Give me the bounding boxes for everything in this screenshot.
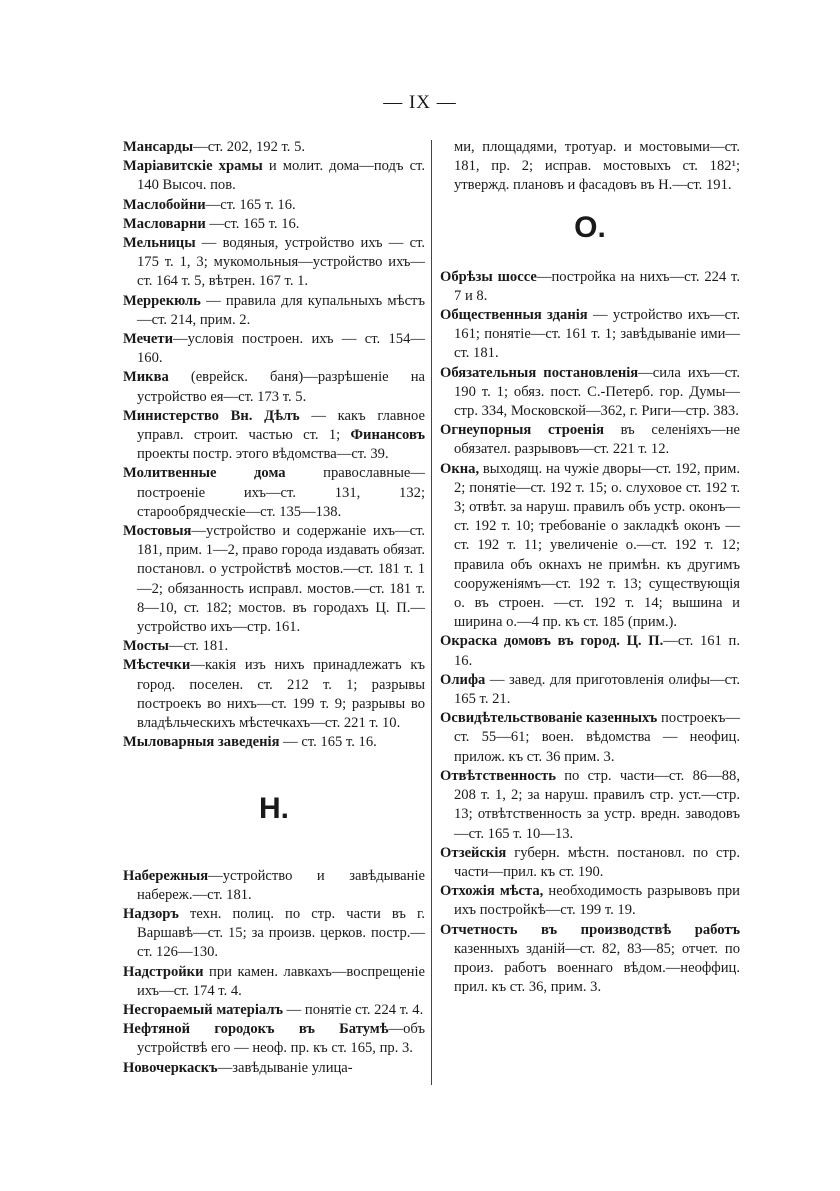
entry-text: — какъ главное управл. строит. частью ст. 1; bbox=[137, 407, 425, 444]
entry-text: —ст. 202, 192 т. 5. bbox=[193, 139, 306, 155]
index-entry bbox=[123, 407, 425, 465]
index-entry bbox=[440, 921, 740, 998]
entry-text: выходящ. на чужіе дворы—ст. 192, прим. 2; понятіе—ст. 192 т. 15; о. слуховое ст. 192 т. 3; отвѣт. за наруш. правилъ объ устр. оконъ—ст. 192 т. 10; требованіе о закладкѣ оконъ — ст. 192 т. 11; увеличеніе о.—ст. 192 т. 12; правила объ окнахъ не примѣн. къ другимъ сооруженіямъ—ст. 192 т. 13; существующія о. въ строен. —ст. 192 т. 14; вышина и ширина о.—4 пр. къ ст. 185 (прим.). bbox=[454, 460, 740, 631]
entry-text: въ селеніяхъ—не обязател. разрывовъ—ст. 221 т. 12. bbox=[454, 422, 740, 458]
entry-term: Обрѣзы шоссе bbox=[440, 268, 537, 285]
entry-text: при камен. лавкахъ—воспрещеніе ихъ—ст. 174 т. 4. bbox=[137, 963, 425, 999]
index-entry bbox=[123, 215, 425, 234]
index-entry bbox=[123, 1001, 425, 1020]
entry-text: —завѣдываніе улица- bbox=[217, 1059, 353, 1076]
entries-m bbox=[123, 138, 425, 753]
index-entry bbox=[123, 138, 425, 157]
index-entry bbox=[440, 709, 740, 767]
entry-term: Меррекюль bbox=[123, 292, 201, 309]
entry-text: и молит. дома—подъ ст. 140 Высоч. пов. bbox=[137, 158, 425, 194]
index-entry bbox=[440, 268, 740, 306]
entry-term: Мосты bbox=[123, 638, 169, 655]
entry-text: техн. полиц. по стр. части въ г. Варшавѣ—ст. 15; за произв. церков. постр.—ст. 126—130. bbox=[137, 905, 425, 961]
index-entry bbox=[123, 292, 425, 330]
right-column bbox=[440, 138, 740, 997]
entry-subterm: Финансовъ bbox=[350, 427, 425, 444]
entries-n bbox=[123, 867, 425, 1078]
index-entry bbox=[440, 632, 740, 670]
entry-text: —сила ихъ—ст. 190 т. 1; обяз. пост. С.-Петерб. гор. Думы—стр. 334, Московской—362, г. Риги—стр. 383. bbox=[454, 364, 740, 420]
index-entry bbox=[440, 421, 740, 459]
entry-term: Новочеркаскъ bbox=[123, 1059, 218, 1076]
index-entry bbox=[123, 733, 425, 752]
entry-text: —объ устройствѣ его — неоф. пр. къ ст. 165, пр. 3. bbox=[137, 1021, 425, 1057]
entry-text: —какія изъ нихъ принадлежатъ къ город. поселен. ст. 212 т. 1; разрывы построекъ во нихъ—ст. 199 т. 9; разрывы во владѣльческихъ мѣстечкахъ—ст. 221 т. 10. bbox=[137, 657, 425, 732]
left-column bbox=[123, 138, 425, 1078]
entry-text: необходимость разрывовъ при ихъ постройкѣ—ст. 199 т. 19. bbox=[454, 883, 740, 919]
section-letter-n: Н. bbox=[259, 791, 289, 825]
index-entry bbox=[123, 368, 425, 406]
index-entry bbox=[123, 1059, 425, 1078]
index-entry bbox=[123, 157, 425, 195]
entry-term: Мечети bbox=[123, 331, 173, 348]
entry-term: Молитвенные дома bbox=[123, 465, 286, 482]
entry-term: Маслобойни bbox=[123, 196, 206, 213]
entry-text: —устройство и завѣдываніе набереж.—ст. 181. bbox=[137, 867, 425, 903]
index-entry bbox=[123, 522, 425, 637]
entry-text: по стр. части—ст. 86—88, 208 т. 1, 2; за наруш. правилъ стр. уст.—стр. 13; отвѣтственность за устр. вредн. заводовъ—ст. 165 т. 10—13. bbox=[454, 767, 740, 842]
index-entry bbox=[440, 364, 740, 422]
entry-term: Мельницы bbox=[123, 235, 196, 252]
entry-text: — правила для купальныхъ мѣстъ—ст. 214, прим. 2. bbox=[137, 292, 425, 328]
index-entry bbox=[440, 306, 740, 364]
index-entry bbox=[123, 867, 425, 905]
entry-term: Олифа bbox=[440, 671, 486, 688]
entry-text: — водяныя, устройство ихъ — ст. 175 т. 1, 3; мукомольныя—устройство ихъ— ст. 164 т. 5, вѣтрен. 167 т. 1. bbox=[137, 235, 425, 290]
entry-term: Маріавитскіе храмы bbox=[123, 158, 263, 175]
entry-term: Несгораемый матеріалъ bbox=[123, 1001, 284, 1018]
entry-term: Масловарни bbox=[123, 215, 206, 232]
entry-term: Окна, bbox=[440, 460, 480, 477]
entry-term: Отзейскія bbox=[440, 844, 507, 861]
index-entry bbox=[123, 963, 425, 1001]
entry-term: Окраска домовъ въ город. Ц. П. bbox=[440, 633, 664, 650]
entry-text: — понятіе ст. 224 т. 4. bbox=[283, 1001, 424, 1018]
index-entry bbox=[440, 882, 740, 920]
entry-text: православные—построеніе ихъ—ст. 131, 132; старообрядческіе—ст. 135—138. bbox=[137, 465, 425, 520]
entry-term: Мѣстечки bbox=[123, 657, 191, 674]
index-entry bbox=[440, 460, 740, 633]
index-entry bbox=[123, 464, 425, 522]
entry-text: —ст. 165 т. 16. bbox=[205, 196, 296, 213]
index-entry bbox=[440, 844, 740, 882]
entry-text: — завед. для приготовленія олифы—ст. 165 т. 21. bbox=[454, 671, 740, 708]
entry-text: — ст. 165 т. 16. bbox=[279, 734, 377, 751]
entry-text: казенныхъ зданій—ст. 82, 83—85; отчет. по произ. работъ военнаго вѣдом.—неоффиц. прил. къ ст. 36, прим. 3. bbox=[454, 940, 740, 996]
entry-text: проекты постр. этого вѣдомства—ст. 39. bbox=[137, 446, 389, 463]
entry-text: (еврейск. баня)—разрѣшеніе на устройство ея—ст. 173 т. 5. bbox=[137, 369, 425, 405]
entry-term: Мостовыя bbox=[123, 523, 192, 540]
continued-entry: ми, площадями, тротуар. и мостовыми—ст. 181, пр. 2; исправ. мостовыхъ ст. 182¹; утвержд. плановъ и фасадовъ въ Н.—ст. 191. bbox=[454, 139, 740, 194]
entry-term: Обязательныя постановленія bbox=[440, 364, 639, 381]
entry-term: Отчетность въ производствѣ работъ bbox=[440, 921, 740, 938]
section-letter-o: О. bbox=[574, 210, 606, 244]
index-entry bbox=[123, 330, 425, 368]
entry-term: Огнеупорныя строенія bbox=[440, 422, 605, 439]
entry-term: Мыловарныя заведенія bbox=[123, 734, 280, 751]
index-entry bbox=[123, 1020, 425, 1058]
entry-text: —условія построен. ихъ — ст. 154—160. bbox=[137, 331, 425, 367]
column-divider bbox=[431, 140, 432, 1085]
entry-text: — устройство ихъ—ст. 161; понятіе—ст. 161 т. 1; завѣдываніе ими—ст. 181. bbox=[454, 307, 740, 362]
entry-text: —постройка на нихъ—ст. 224 т. 7 и 8. bbox=[454, 268, 740, 304]
entry-term: Миква bbox=[123, 369, 169, 386]
entry-term: Надстройки bbox=[123, 963, 204, 980]
entry-text: —ст. 161 п. 16. bbox=[454, 633, 740, 669]
entry-term: Надзоръ bbox=[123, 905, 179, 922]
entry-text: губерн. мѣстн. постановл. по стр. части—прил. къ ст. 190. bbox=[454, 844, 740, 880]
entry-text: —устройство и содержаніе ихъ—ст. 181, прим. 1—2, право города издавать обязат. постановл. о устройствѣ мостов.—ст. 181 т. 1—2; обязанность исправл. мостов.—ст. 181 т. 8—10, ст. 182; мостов. въ городахъ Ц. П.—устройство ихъ—стр. 161. bbox=[137, 523, 425, 636]
entry-term: Министерство Вн. Дѣлъ bbox=[123, 407, 300, 424]
entry-term: Набережныя bbox=[123, 867, 209, 884]
index-entry bbox=[440, 767, 740, 844]
entry-text: —ст. 181. bbox=[168, 638, 229, 655]
index-entry bbox=[123, 905, 425, 963]
entry-term: Отвѣтственность bbox=[440, 767, 556, 784]
entry-term: Освидѣтельствованіе казенныхъ bbox=[440, 710, 658, 727]
index-entry bbox=[123, 637, 425, 656]
page-header: — IX — bbox=[383, 92, 457, 113]
entry-term: Отхожія мѣста, bbox=[440, 883, 544, 900]
entries-o bbox=[440, 268, 740, 998]
index-entry bbox=[123, 656, 425, 733]
index-entry bbox=[123, 196, 425, 215]
entry-term: Нефтяной городокъ въ Батумѣ bbox=[123, 1021, 389, 1038]
entry-text: —ст. 165 т. 16. bbox=[205, 215, 300, 232]
entry-text: построекъ—ст. 55—61; воен. вѣдомства — неофиц. прилож. къ ст. 36 прим. 3. bbox=[454, 710, 740, 765]
entry-term: Мансарды bbox=[123, 139, 194, 155]
index-entry bbox=[440, 671, 740, 709]
entry-term: Общественныя зданія bbox=[440, 307, 588, 324]
index-entry bbox=[123, 234, 425, 292]
